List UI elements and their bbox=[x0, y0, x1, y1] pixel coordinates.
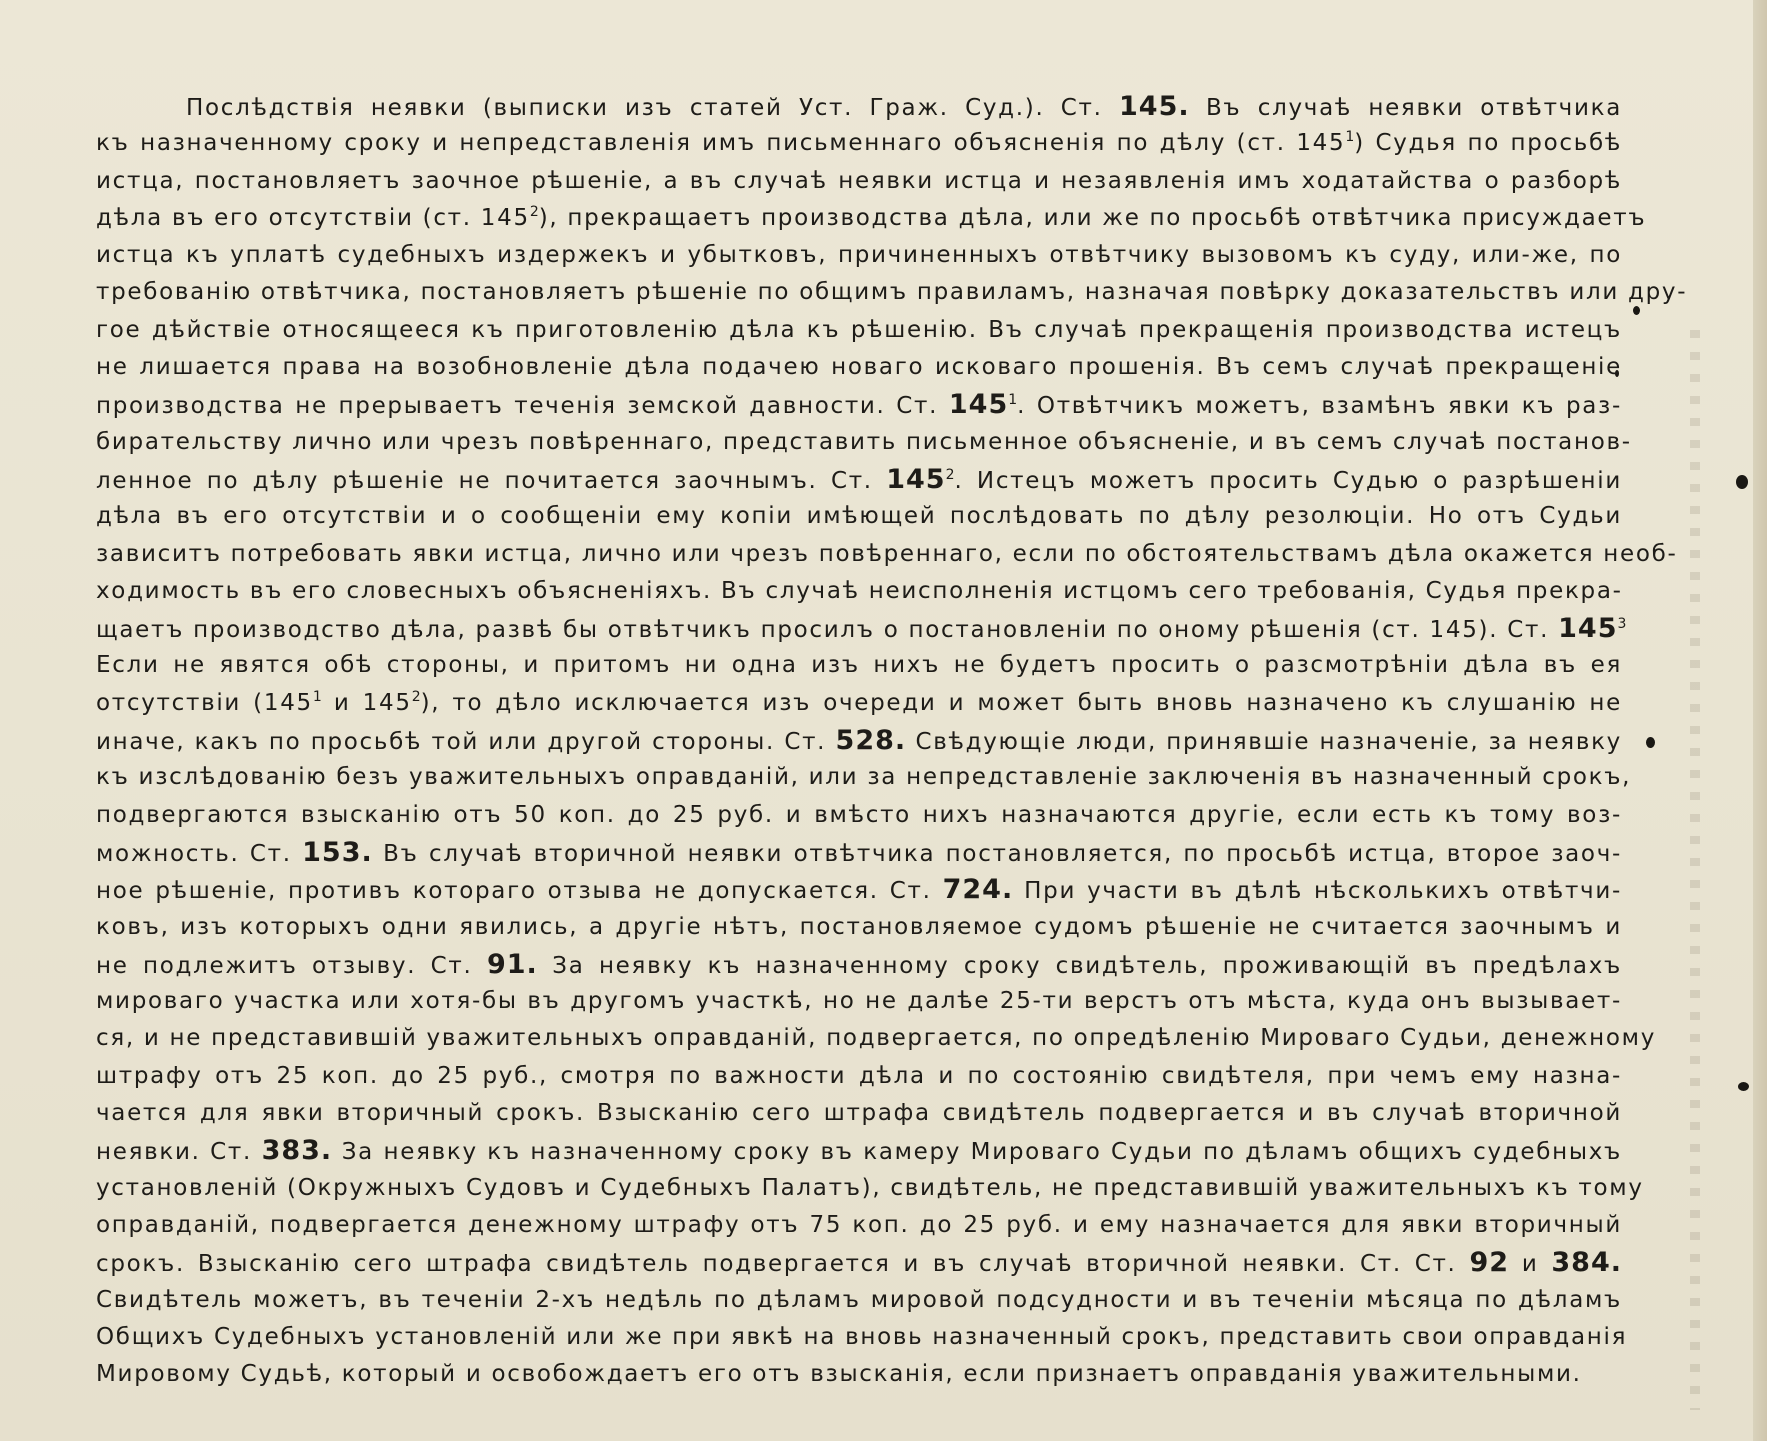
text-segment: требованію отвѣтчика, постановляетъ рѣшеніе по общимъ правиламъ, назначая повѣрку доказательствъ или дру- bbox=[96, 279, 1688, 306]
text-segment: Свидѣтель можетъ, въ теченіи 2-хъ недѣль по дѣламъ мировой подсудности и въ теченіи мѣсяца по дѣламъ bbox=[96, 1286, 1622, 1313]
text-segment: бирательству лично или чрезъ повѣреннаго, представить письменное объясненіе, и въ семъ случаѣ постанов- bbox=[96, 428, 1632, 455]
text-segment: истца къ уплатѣ судебныхъ издержекъ и убытковъ, причиненныхъ отвѣтчику вызовомъ къ суду, или-же, по bbox=[96, 242, 1622, 269]
text-segment: отсутствіи (145 bbox=[96, 689, 313, 716]
text-segment: ленное по дѣлу рѣшеніе не почитается заочнымъ. Ст. bbox=[96, 467, 887, 494]
text-segment: и bbox=[1509, 1251, 1552, 1278]
text-segment: къ назначенному сроку и непредставленія имъ письменнаго объясненія по дѣлу (ст. 145 bbox=[96, 130, 1346, 157]
article-number: 145. bbox=[1119, 91, 1190, 122]
page-edge bbox=[1753, 0, 1767, 1441]
text-segment: мироваго участка или хотя-бы въ другомъ участкѣ, но не далѣе 25-ти верстъ отъ мѣста, куда онъ вызывает- bbox=[96, 988, 1622, 1015]
ink-speck bbox=[1646, 737, 1655, 748]
text-line bbox=[96, 237, 1622, 274]
text-line bbox=[96, 1170, 1644, 1207]
text-segment: За неявку къ назначенному сроку въ камеру Мироваго Судьи по дѣламъ общихъ судебныхъ bbox=[332, 1139, 1622, 1166]
text-segment: можность. Ст. bbox=[96, 840, 303, 867]
text-line bbox=[96, 871, 1622, 908]
text-line bbox=[96, 1282, 1622, 1319]
text-segment: Послѣдствія неявки (выписки изъ статей Уст. Граж. Суд.). Ст. bbox=[186, 95, 1119, 121]
text-segment: штрафу отъ 25 коп. до 25 руб., смотря по важности дѣла и по состоянію свидѣтеля, при чемъ ему назна- bbox=[96, 1062, 1622, 1089]
text-line bbox=[96, 163, 1622, 200]
text-segment: дѣла въ его отсутствіи и о сообщеніи ему копіи имѣющей послѣдовать по дѣлу резолюціи. Но отъ Судьи bbox=[96, 503, 1622, 530]
text-line bbox=[96, 1207, 1622, 1244]
text-segment: иначе, какъ по просьбѣ той или другой стороны. Ст. bbox=[96, 729, 836, 756]
text-line bbox=[96, 1020, 1657, 1057]
text-segment: подвергаются взысканію отъ 50 коп. до 25 руб. и вмѣсто нихъ назначаются другіе, если есть къ тому воз- bbox=[96, 801, 1622, 828]
text-segment: истца, постановляетъ заочное рѣшеніе, а въ случаѣ неявки истца и незаявленія имъ ходатайства о разборѣ bbox=[96, 167, 1622, 194]
superscript: 1 bbox=[1345, 129, 1355, 146]
text-segment: щаетъ производство дѣла, развѣ бы отвѣтчикъ просилъ о постановленіи по оному рѣшенія (ст. 145). Ст. bbox=[96, 617, 1559, 644]
text-segment: зависитъ потребовать явки истца, лично или чрезъ повѣреннаго, если по обстоятельствамъ дѣла окажется необ- bbox=[96, 540, 1678, 567]
ink-speck bbox=[1738, 1082, 1749, 1091]
article-number: 91. bbox=[486, 948, 538, 980]
text-line bbox=[96, 536, 1678, 573]
text-segment: ковъ, изъ которыхъ одни явились, а другіе нѣтъ, постановляемое судомъ рѣшеніе не считается заочнымъ и bbox=[96, 913, 1622, 940]
article-excerpts bbox=[96, 88, 1688, 1393]
article-number: 153. bbox=[302, 836, 373, 868]
text-line bbox=[96, 461, 1622, 498]
text-segment: За неявку къ назначенному сроку свидѣтель, проживающій въ предѣлахъ bbox=[537, 952, 1622, 979]
text-line bbox=[96, 125, 1622, 162]
text-segment: Если не явятся обѣ стороны, и притомъ ни одна изъ нихъ не будетъ просить о разсмотрѣніи дѣла въ ея bbox=[96, 652, 1622, 679]
text-segment: ся, и не представившій уважительныхъ оправданій, подвергается, по опредѣленію Мироваго Судьи, денежному bbox=[96, 1025, 1657, 1052]
text-segment: оправданій, подвергается денежному штрафу отъ 75 коп. до 25 руб. и ему назначается для явки вторичный bbox=[96, 1211, 1622, 1238]
superscript: 1 bbox=[312, 688, 322, 705]
text-line bbox=[96, 1319, 1628, 1356]
text-line bbox=[96, 424, 1632, 461]
text-segment: . Истецъ можетъ просить Судью о разрѣшеніи bbox=[954, 467, 1622, 494]
text-segment: чается для явки вторичный срокъ. Взысканію сего штрафа свидѣтель подвергается и въ случаѣ вторичной bbox=[96, 1100, 1622, 1127]
superscript: 2 bbox=[411, 688, 421, 705]
superscript: 2 bbox=[945, 466, 955, 483]
text-segment: къ изслѣдованію безъ уважительныхъ оправданій, или за непредставленіе заключенія въ назначенный срокъ, bbox=[96, 764, 1632, 791]
superscript: 3 bbox=[1617, 616, 1627, 633]
text-segment: Общихъ Судебныхъ установленій или же при явкѣ на вновь назначенный срокъ, представить свои оправданія bbox=[96, 1323, 1628, 1350]
text-segment: ное рѣшеніе, противъ котораго отзыва не допускается. Ст. bbox=[96, 878, 943, 905]
text-segment: ) Судья по просьбѣ bbox=[1354, 130, 1622, 157]
text-segment: дѣла въ его отсутствіи (ст. 145 bbox=[96, 204, 530, 231]
text-line bbox=[96, 274, 1688, 311]
text-segment: и 145 bbox=[321, 689, 412, 716]
text-segment: ), прекращаетъ производства дѣла, или же по просьбѣ отвѣтчика присуждаетъ bbox=[538, 204, 1647, 231]
text-line bbox=[96, 946, 1622, 983]
ink-speck bbox=[1633, 306, 1640, 315]
text-segment: Въ случаѣ вторичной неявки отвѣтчика постановляется, по просьбѣ истца, второе заоч- bbox=[372, 840, 1622, 867]
text-segment: Свѣдующіе люди, принявшіе назначеніе, за неявку bbox=[906, 729, 1622, 756]
article-number: 724. bbox=[942, 874, 1014, 906]
text-segment: При участи въ дѣлѣ нѣсколькихъ отвѣтчи- bbox=[1013, 878, 1622, 905]
text-segment: гое дѣйствіе относящееся къ приготовленію дѣла къ рѣшенію. Въ случаѣ прекращенія производства истецъ bbox=[96, 316, 1622, 343]
text-line bbox=[96, 685, 1622, 722]
text-line bbox=[96, 1095, 1622, 1132]
article-number: 92 bbox=[1469, 1247, 1510, 1279]
article-number: 383. bbox=[261, 1135, 333, 1167]
text-line bbox=[96, 834, 1622, 871]
text-line bbox=[96, 1244, 1622, 1281]
text-segment: производства не прерываетъ теченія земской давности. Ст. bbox=[96, 393, 949, 420]
text-segment: срокъ. Взысканію сего штрафа свидѣтель подвергается и въ случаѣ вторичной неявки. Ст. Ст. bbox=[96, 1251, 1470, 1278]
text-segment: неявки. Ст. bbox=[96, 1139, 262, 1166]
text-segment: установленій (Окружныхъ Судовъ и Судебныхъ Палатъ), свидѣтель, не представившій уважительныхъ къ тому bbox=[96, 1174, 1644, 1201]
article-number: 528. bbox=[835, 725, 907, 757]
text-line bbox=[96, 573, 1622, 610]
text-segment: Мировому Судьѣ, который и освобождаетъ его отъ взысканія, если признаетъ оправданія уважительными. bbox=[96, 1361, 1582, 1388]
superscript: 2 bbox=[529, 203, 539, 220]
text-line bbox=[96, 797, 1622, 834]
text-line bbox=[96, 983, 1622, 1020]
text-line bbox=[96, 909, 1622, 946]
bleed-through-marks bbox=[1690, 330, 1700, 1410]
text-line bbox=[96, 349, 1622, 386]
text-line bbox=[96, 647, 1622, 684]
ink-speck bbox=[1736, 475, 1748, 489]
text-line bbox=[96, 722, 1622, 759]
text-segment: Въ случаѣ неявки отвѣтчика bbox=[1189, 95, 1622, 121]
text-line bbox=[96, 1058, 1622, 1095]
article-number: 145 bbox=[886, 463, 946, 495]
superscript: 1 bbox=[1008, 392, 1018, 409]
text-line bbox=[96, 1132, 1622, 1169]
text-line bbox=[96, 610, 1627, 647]
text-segment: не лишается права на возобновленіе дѣла подачею новаго исковаго прошенія. Въ семъ случаѣ прекращеніе bbox=[96, 354, 1622, 381]
text-line bbox=[96, 498, 1622, 535]
article-number: 384. bbox=[1551, 1247, 1623, 1279]
text-line bbox=[96, 759, 1632, 796]
article-number: 145 bbox=[1558, 613, 1618, 645]
text-segment: не подлежитъ отзыву. Ст. bbox=[96, 952, 487, 979]
text-segment: ходимость въ его словесныхъ объясненіяхъ. Въ случаѣ неисполненія истцомъ сего требованія, Судья прекра- bbox=[96, 577, 1623, 604]
text-line bbox=[96, 386, 1622, 423]
text-segment: . Отвѣтчикъ можетъ, взамѣнъ явки къ раз- bbox=[1017, 393, 1622, 420]
text-line bbox=[96, 1356, 1622, 1393]
text-line bbox=[96, 312, 1622, 349]
text-segment: ), то дѣло исключается изъ очереди и может быть вновь назначено къ слушанію не bbox=[420, 689, 1622, 716]
text-line bbox=[96, 88, 1622, 125]
article-number: 145 bbox=[948, 389, 1009, 421]
text-line bbox=[96, 200, 1647, 237]
